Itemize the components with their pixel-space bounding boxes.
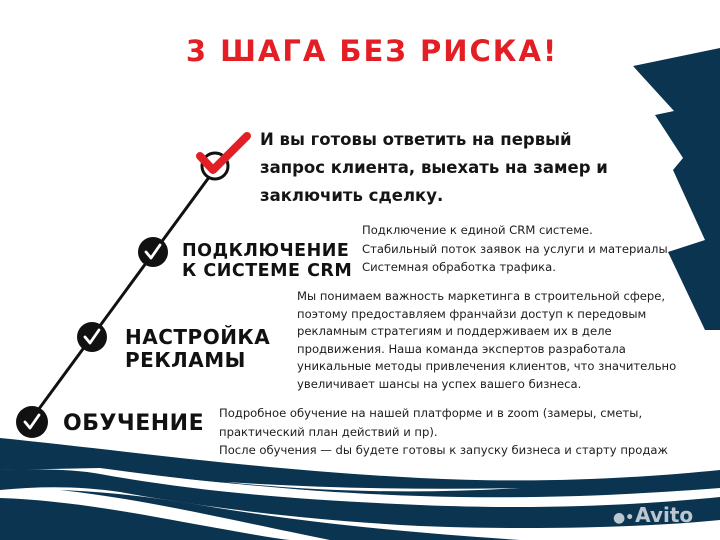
step-description-line: практический план действий и пр). bbox=[219, 424, 438, 439]
avito-dots-icon: ●• bbox=[613, 510, 635, 526]
step-description-line: Стабильный поток заявок на услуги и материалы. bbox=[362, 241, 672, 256]
step-title-line: РЕКЛАМЫ bbox=[125, 348, 246, 372]
step-description-line: Подробное обучение на нашей платформе и в zoom (замеры, сметы, bbox=[219, 406, 643, 420]
step-title-line: НАСТРОЙКА bbox=[125, 325, 271, 349]
step-title-training bbox=[63, 411, 204, 437]
step-description-training bbox=[219, 404, 668, 460]
step-title-ads bbox=[125, 326, 270, 372]
step-description-ads bbox=[297, 288, 676, 394]
step-description-line: После обучения — dы будете готовы к запуску бизнеса и старту продаж bbox=[219, 443, 668, 457]
check-circle-icon bbox=[138, 237, 168, 267]
step-title-line: ПОДКЛЮЧЕНИЕ bbox=[182, 241, 350, 261]
step-description-line: продвижения. Наша команда экспертов разработала bbox=[297, 341, 626, 356]
check-circle-icon bbox=[16, 406, 48, 438]
check-circle-icon bbox=[77, 322, 107, 352]
step-description-line: поэтому предоставляем франчайзи доступ к передовым bbox=[297, 306, 647, 321]
step-description-line: Системная обработка трафика. bbox=[362, 260, 556, 274]
step-description-crm bbox=[362, 221, 671, 277]
step-description-line: Подключение к единой CRM системе. bbox=[362, 223, 593, 237]
step-description-line: рекламным стратегиям и поддерживаем их в деле bbox=[297, 324, 612, 339]
step-title-crm bbox=[182, 241, 352, 281]
step-title-line: ОБУЧЕНИЕ bbox=[63, 411, 205, 436]
intro-text bbox=[260, 126, 660, 210]
red-check-icon bbox=[200, 136, 247, 179]
watermark-text: Avito bbox=[635, 503, 694, 527]
intro-line: И вы готовы ответить на первый bbox=[260, 130, 572, 149]
avito-watermark bbox=[613, 503, 693, 527]
step-description-line: уникальные методы привлечения клиентов, что значительно bbox=[297, 359, 677, 374]
page-title: 3 ШАГА БЕЗ РИСКА! bbox=[185, 34, 559, 68]
step-description-line: Мы понимаем важность маркетинга в строительной сфере, bbox=[297, 289, 666, 303]
intro-line: заключить сделку. bbox=[260, 186, 444, 205]
step-title-line: К СИСТЕМЕ CRM bbox=[182, 261, 353, 281]
timeline-line bbox=[22, 165, 218, 432]
step-description-line: увеличивает шансы на успех вашего бизнеса. bbox=[297, 376, 582, 391]
intro-line: запрос клиента, выехать на замер и bbox=[260, 158, 608, 177]
